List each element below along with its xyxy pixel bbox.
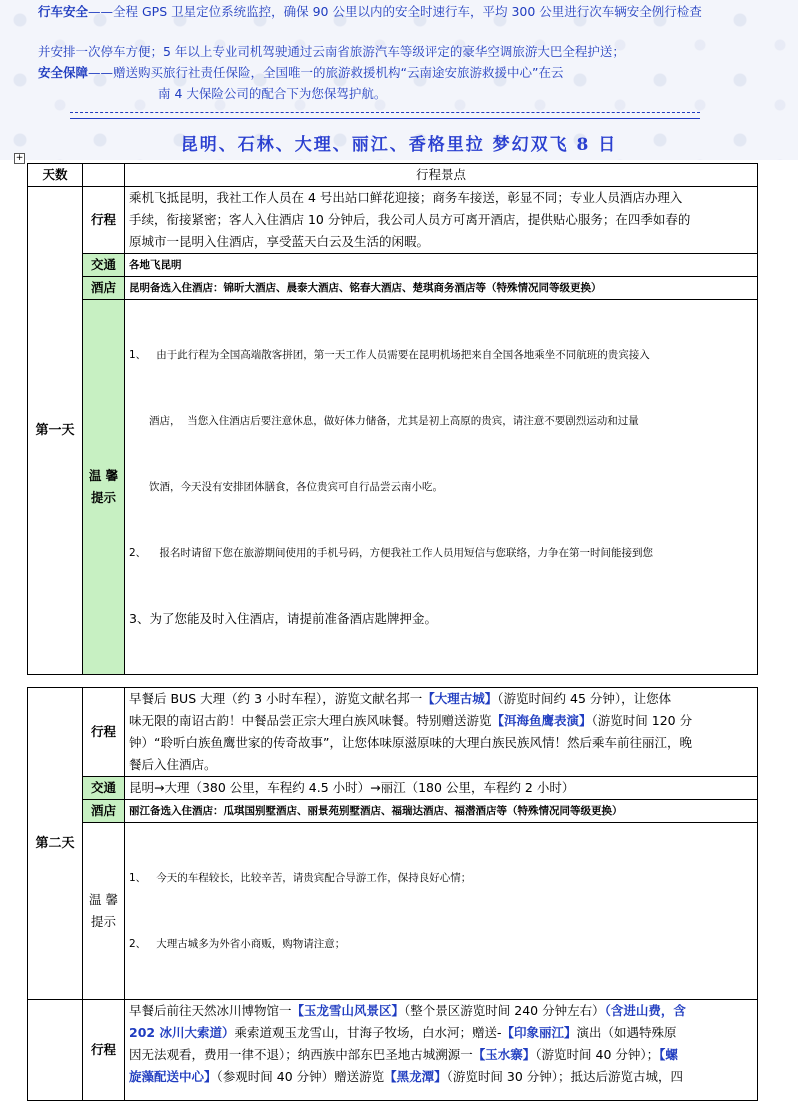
day1-label: 第一天 xyxy=(28,187,83,675)
table-header-row xyxy=(28,164,758,187)
day1-transport-label: 交通 xyxy=(83,254,125,277)
day2-label: 第二天 xyxy=(28,688,83,1000)
day2-itinerary-label: 行程 xyxy=(83,688,125,777)
intro-line-3: 安全保障——赠送购买旅行社责任保险，全国唯一的旅游救援机构“云南途安旅游救援中心”在云 xyxy=(38,65,564,80)
day2-itinerary-row xyxy=(28,688,758,777)
day2-tips-text: 1、 今天的车程较长，比较辛苦，请贵宾配合导游工作，保持良好心情； 2、 大理古城多为外省小商贩，购物请注意； xyxy=(125,823,758,1000)
header-days: 天数 xyxy=(28,164,83,187)
header-schedule: 行程景点 xyxy=(125,164,758,187)
day3-itinerary-text: 早餐后前往天然冰川博物馆一【玉龙雪山风景区】（整个景区游览时间 240 分钟左右）（含进山费，含 202 冰川大索道）乘索道观玉龙雪山，甘海子牧场，白水河；赠送-【印象丽江】演出（如遇特殊原 因无法观看，费用一律不退）；纳西族中部东巴圣地古城溯源一【玉水寨】（游览时间 40 分钟）；【螺 旋藻配送中心】（参观时间 40 分钟）赠送游览【黑龙潭】（游览时间 30 分钟）；抵达后游览古城，四 xyxy=(125,1000,758,1101)
day2-tips-label: 温 馨 提示 xyxy=(83,823,125,1000)
day2-itinerary-text: 早餐后 BUS 大理（约 3 小时车程），游览文献名邦一【大理古城】（游览时间约 45 分钟），让您体 味无限的南诏古韵！中餐品尝正宗大理白族风味餐。特别赠送游览【洱海鱼鹰表演】（游览时间 120 分 钟）“聆听白族鱼鹰世家的传奇故事”，让您体味原滋原味的大理白族民族风情！然后乘车前往丽江，晚 餐后入住酒店。 xyxy=(125,688,758,777)
day1-transport-row xyxy=(28,254,758,277)
table-move-handle-icon[interactable]: + xyxy=(15,153,24,163)
day2-hotel-row xyxy=(28,800,758,823)
day1-tips-row xyxy=(28,300,758,675)
route-title: 昆明、石林、大理、丽江、香格里拉 梦幻双飞 8 日 xyxy=(180,135,618,155)
day2-transport-label: 交通 xyxy=(83,777,125,800)
day1-tips-label: 温 馨 提示 xyxy=(83,300,125,675)
day1-hotel-row xyxy=(28,277,758,300)
day1-transport-text: 各地飞昆明 xyxy=(125,254,758,277)
day3-itinerary-row xyxy=(28,1000,758,1101)
divider-line xyxy=(70,108,700,119)
day3-label xyxy=(28,1000,83,1101)
day1-hotel-text: 昆明备选入住酒店：锦昕大酒店、晨泰大酒店、铭春大酒店、楚琪商务酒店等（特殊情况同等级更换） xyxy=(125,277,758,300)
day2-hotel-text: 丽江备选入住酒店：瓜琪国别墅酒店、丽景苑别墅酒店、福瑞达酒店、福潜酒店等（特殊情况同等级更换） xyxy=(125,800,758,823)
day2-transport-row xyxy=(28,777,758,800)
day3-itinerary-label: 行程 xyxy=(83,1000,125,1101)
day2-tips-row xyxy=(28,823,758,1000)
itinerary-table xyxy=(27,163,758,1101)
intro-panel xyxy=(0,0,798,163)
intro-line-1: 行车安全——全程 GPS 卫星定位系统监控，确保 90 公里以内的安全时速行车，平均 300 公里进行次车辆安全例行检查 xyxy=(38,4,702,19)
day1-itinerary-text: 乘机飞抵昆明，我社工作人员在 4 号出站口鲜花迎接；商务车接送，彰显不同；专业人员酒店办理入 手续，衔接紧密；客人入住酒店 10 分钟后，我公司人员方可离开酒店，提供贴心服务；在四季如春的 原城市一昆明入住酒店，享受蓝天白云及生活的闲暇。 xyxy=(125,187,758,254)
day1-tips-text: 1、 由于此行程为全国高端散客拼团，第一天工作人员需要在昆明机场把来自全国各地乘坐不同航班的贵宾接入 酒店， 当您入住酒店后要注意休息，做好体力储备，尤其是初上高原的贵宾，请注意不要剧烈运动和过量 饮酒，今天没有安排团体膳食，各位贵宾可自行品尝云南小吃。 2、 报名时请留下您在旅游期间使用的手机号码，方便我社工作人员用短信与您联络，力争在第一时间能接到您 3、为了您能及时入住酒店，请提前准备酒店匙牌押金。 xyxy=(125,300,758,675)
day1-hotel-label: 酒店 xyxy=(83,277,125,300)
intro-line-2: 并安排一次停车方便；5 年以上专业司机驾驶通过云南省旅游汽车等级评定的豪华空调旅游大巴全程护送； xyxy=(38,44,625,59)
intro-line-4: 南 4 大保险公司的配合下为您保驾护航。 xyxy=(158,86,387,101)
header-blank xyxy=(83,164,125,187)
day2-hotel-label: 酒店 xyxy=(83,800,125,823)
day2-transport-text: 昆明→大理（380 公里，车程约 4.5 小时）→丽江（180 公里，车程约 2 小时） xyxy=(125,777,758,800)
day-separator xyxy=(28,675,758,688)
day1-itinerary-row xyxy=(28,187,758,254)
day1-itinerary-label: 行程 xyxy=(83,187,125,254)
